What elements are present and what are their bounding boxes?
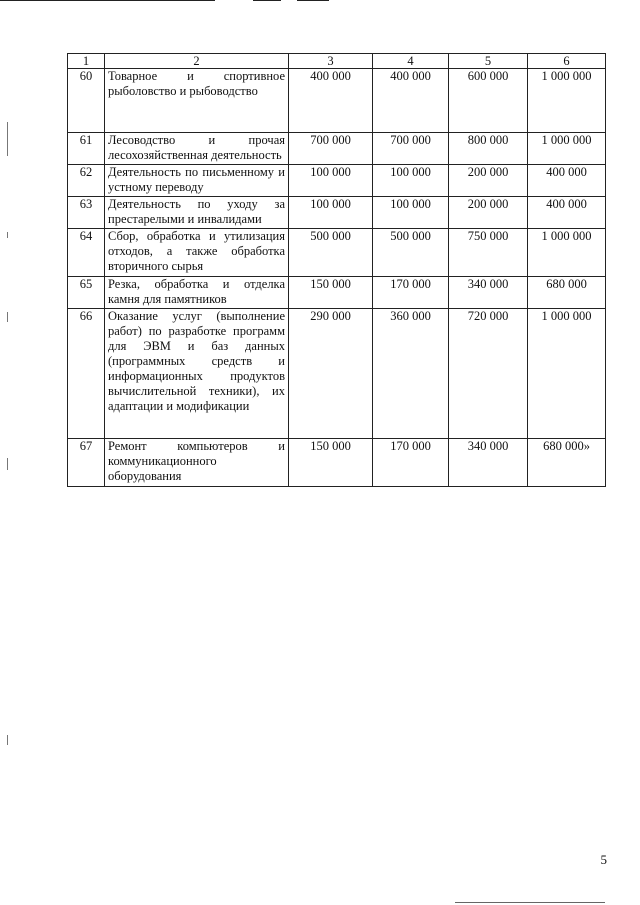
value-col-5: 800 000 (449, 133, 528, 165)
bottom-rule (455, 902, 605, 903)
binding-mark (7, 312, 8, 322)
activity-description: Товарное и спортивное рыболовство и рыбоводство (105, 69, 289, 133)
value-col-5: 750 000 (449, 229, 528, 277)
table-row (68, 229, 606, 277)
binding-mark (7, 232, 8, 238)
top-rule-left (0, 0, 215, 1)
value-col-4: 170 000 (373, 439, 449, 487)
activity-description: Деятельность по уходу за престарелыми и инвалидами (105, 197, 289, 229)
value-col-4: 100 000 (373, 165, 449, 197)
value-col-5: 340 000 (449, 439, 528, 487)
value-col-3: 100 000 (289, 197, 373, 229)
column-header: 3 (289, 54, 373, 69)
table-row (68, 309, 606, 439)
column-header: 4 (373, 54, 449, 69)
row-number: 62 (68, 165, 105, 197)
row-number: 66 (68, 309, 105, 439)
column-header: 5 (449, 54, 528, 69)
row-number: 67 (68, 439, 105, 487)
top-rule-mid (253, 0, 281, 1)
value-col-5: 720 000 (449, 309, 528, 439)
value-col-6: 1 000 000 (528, 229, 606, 277)
activity-description: Сбор, обработка и утилизация отходов, а также обработка вторичного сырья (105, 229, 289, 277)
value-col-6: 400 000 (528, 197, 606, 229)
table-header-row (68, 54, 606, 69)
value-col-6: 1 000 000 (528, 69, 606, 133)
value-col-3: 400 000 (289, 69, 373, 133)
table-row (68, 439, 606, 487)
value-col-4: 700 000 (373, 133, 449, 165)
binding-mark (7, 458, 8, 470)
value-col-4: 170 000 (373, 277, 449, 309)
activity-description: Лесоводство и прочая лесохозяйственная деятельность (105, 133, 289, 165)
value-col-5: 600 000 (449, 69, 528, 133)
row-number: 63 (68, 197, 105, 229)
table-row (68, 197, 606, 229)
value-col-6: 680 000» (528, 439, 606, 487)
activity-description: Оказание услуг (выполнение работ) по разработке программ для ЭВМ и баз данных (программных средств и информационных продуктов вычислительной техники), их адаптации и модификации (105, 309, 289, 439)
row-number: 65 (68, 277, 105, 309)
column-header: 1 (68, 54, 105, 69)
row-number: 64 (68, 229, 105, 277)
activity-description: Деятельность по письменному и устному переводу (105, 165, 289, 197)
value-col-4: 360 000 (373, 309, 449, 439)
value-col-3: 500 000 (289, 229, 373, 277)
activity-description: Резка, обработка и отделка камня для памятников (105, 277, 289, 309)
table-row (68, 133, 606, 165)
top-rule-right (297, 0, 329, 1)
value-col-4: 500 000 (373, 229, 449, 277)
table-row (68, 69, 606, 133)
row-number: 61 (68, 133, 105, 165)
value-col-3: 150 000 (289, 277, 373, 309)
activity-description: Ремонт компьютеров и коммуникационного оборудования (105, 439, 289, 487)
value-col-6: 400 000 (528, 165, 606, 197)
activity-table (67, 53, 606, 487)
page-number: 5 (600, 852, 607, 867)
binding-mark (7, 122, 8, 156)
value-col-5: 340 000 (449, 277, 528, 309)
column-header: 6 (528, 54, 606, 69)
value-col-6: 1 000 000 (528, 309, 606, 439)
value-col-4: 400 000 (373, 69, 449, 133)
value-col-6: 1 000 000 (528, 133, 606, 165)
value-col-5: 200 000 (449, 165, 528, 197)
table-row (68, 277, 606, 309)
value-col-3: 700 000 (289, 133, 373, 165)
value-col-3: 290 000 (289, 309, 373, 439)
value-col-3: 100 000 (289, 165, 373, 197)
row-number: 60 (68, 69, 105, 133)
value-col-4: 100 000 (373, 197, 449, 229)
value-col-6: 680 000 (528, 277, 606, 309)
binding-mark (7, 735, 8, 745)
column-header: 2 (105, 54, 289, 69)
value-col-5: 200 000 (449, 197, 528, 229)
table-row (68, 165, 606, 197)
value-col-3: 150 000 (289, 439, 373, 487)
